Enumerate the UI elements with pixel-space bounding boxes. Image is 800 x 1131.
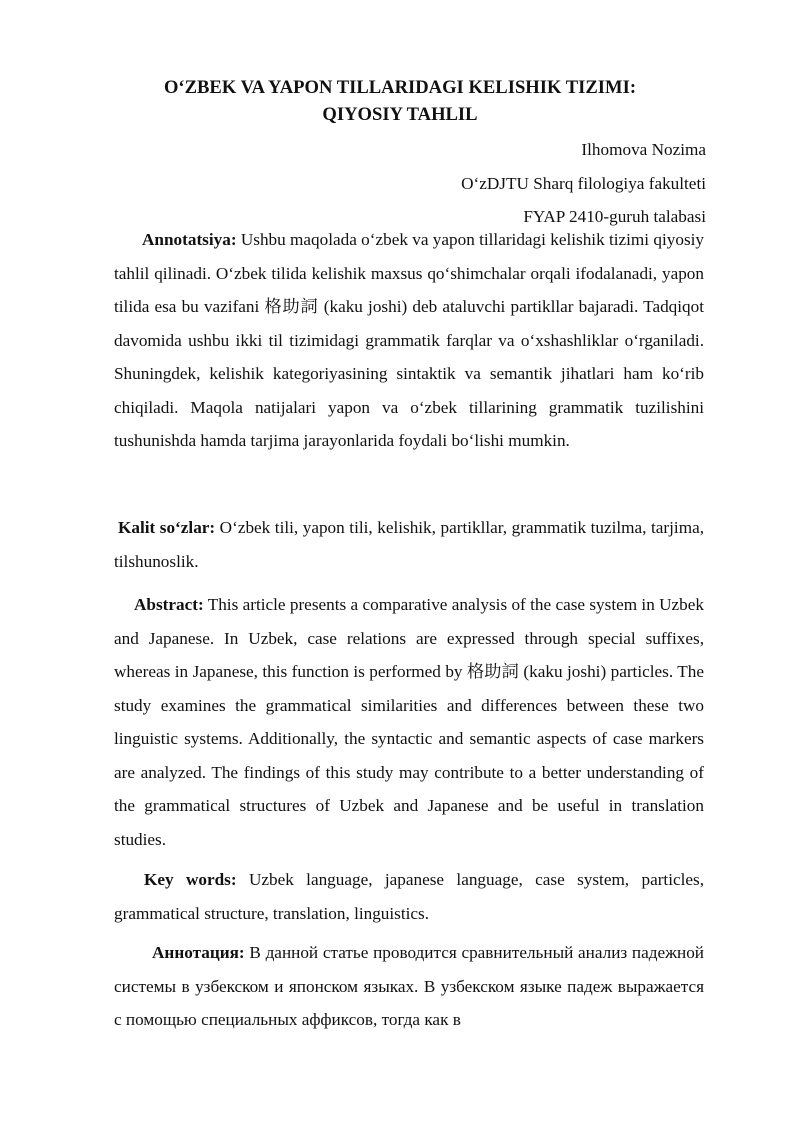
annotation-ru-label: Аннотация: bbox=[152, 943, 245, 962]
author-name: Ilhomova Nozima bbox=[581, 140, 706, 159]
annotation-uz-text: Ushbu maqolada o‘zbek va yapon tillaridagi kelishik tizimi qiyosiy tahlil qilinadi. O‘zbek tilida kelishik maxsus qo‘shimchalar orqali ifodalanadi, yapon tilida esa bu vazifani 格助詞 (kaku joshi) deb ataluvchi partikllar bajaradi. Tadqiqot davomida ushbu ikki til tizimidagi grammatik farqlar va o‘xshashliklar o‘rganiladi. Shuningdek, kelishik kategoriyasining sintaktik va semantik jihatlari ham ko‘rib chiqiladi. Maqola natijalari yapon va o‘zbek tillarining grammatik tuzilishini tushunishda hamda tarjima jarayonlarida foydali bo‘lishi mumkin. bbox=[114, 230, 704, 450]
keywords-en-label: Key words: bbox=[144, 870, 237, 889]
paper-title-line-1: O‘ZBEK VA YAPON TILLARIDAGI KELISHIK TIZIMI: bbox=[163, 77, 637, 98]
abstract-en bbox=[114, 588, 704, 856]
paper-title-line-2: QIYOSIY TAHLIL bbox=[322, 104, 478, 125]
annotation-ru bbox=[114, 936, 704, 1037]
paper-title bbox=[80, 74, 720, 128]
keywords-en-text: Uzbek language, japanese language, case system, particles, grammatical structure, translation, linguistics. bbox=[114, 870, 704, 923]
annotation-uz-label: Annotatsiya: bbox=[142, 230, 237, 249]
keywords-uz bbox=[114, 511, 704, 578]
keywords-en bbox=[114, 863, 704, 930]
author-group: FYAP 2410-guruh talabasi bbox=[523, 207, 706, 226]
annotation-uz bbox=[114, 223, 704, 458]
abstract-en-text: This article presents a comparative analysis of the case system in Uzbek and Japanese. In Uzbek, case relations are expressed through special suffixes, whereas in Japanese, this function is performed by 格助詞 (kaku joshi) particles. The study examines the grammatical similarities and differences between these two linguistic systems. Additionally, the syntactic and semantic aspects of case markers are analyzed. The findings of this study may contribute to a better understanding of the grammatical structures of Uzbek and Japanese and be useful in translation studies. bbox=[114, 595, 704, 849]
keywords-uz-text: O‘zbek tili, yapon tili, kelishik, partikllar, grammatik tuzilma, tarjima, tilshunoslik. bbox=[114, 518, 704, 571]
annotation-ru-text: В данной статье проводится сравнительный анализ падежной системы в узбекском и японском языках. В узбекском языке падеж выражается с помощью специальных аффиксов, тогда как в bbox=[114, 943, 704, 1029]
abstract-en-label: Abstract: bbox=[134, 595, 204, 614]
keywords-uz-label: Kalit so‘zlar: bbox=[118, 518, 216, 537]
author-faculty: O‘zDJTU Sharq filologiya fakulteti bbox=[461, 174, 706, 193]
